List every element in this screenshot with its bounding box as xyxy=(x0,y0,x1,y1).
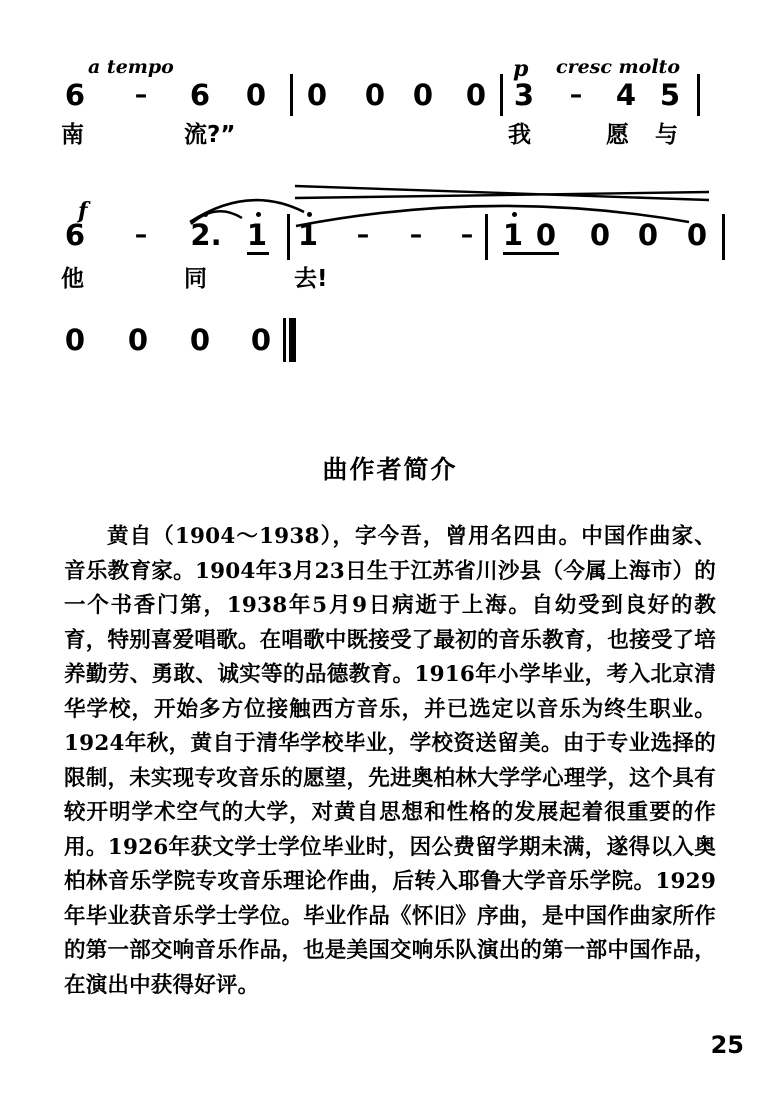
page-title: 曲作者简介 xyxy=(322,455,458,484)
note-1-4: 0 xyxy=(245,78,267,112)
note-1-10: – xyxy=(569,80,583,109)
note-1-7: 0 xyxy=(412,78,434,112)
music-score xyxy=(0,0,780,420)
lyric-1-3: 我 xyxy=(508,122,531,148)
barline-1-3 xyxy=(697,74,700,116)
barline-1-2 xyxy=(500,74,503,116)
note-2-1: 6 xyxy=(64,218,86,252)
note-2-9: 1 xyxy=(502,218,524,252)
note-2-2: – xyxy=(134,220,148,249)
barline-2-3 xyxy=(722,214,725,260)
octave-dot-2-4 xyxy=(256,212,261,217)
note-2-5: 1 xyxy=(297,218,319,252)
note-3-4: 0 xyxy=(250,323,272,357)
barline-1-1 xyxy=(290,74,293,116)
lyric-1-4: 愿 xyxy=(606,122,629,148)
lyric-2-3: 去! xyxy=(294,266,328,292)
octave-dot-2-5 xyxy=(307,212,312,217)
octave-dot-2-3 xyxy=(203,212,208,217)
note-1-8: 0 xyxy=(465,78,487,112)
note-2-3: 2. xyxy=(190,218,222,252)
lyric-1-2: 流?” xyxy=(184,122,236,148)
final-barline-thin xyxy=(283,318,286,362)
beam-2-4 xyxy=(247,252,269,255)
note-2-13: 0 xyxy=(686,218,708,252)
note-2-8: – xyxy=(460,220,474,249)
note-1-12: 5 xyxy=(659,78,681,112)
note-1-1: 6 xyxy=(64,78,86,112)
note-1-6: 0 xyxy=(364,78,386,112)
final-barline-thick xyxy=(289,318,296,362)
lyric-1-5: 与 xyxy=(655,122,678,148)
dynamic-marking-f: f xyxy=(78,198,88,224)
note-3-2: 0 xyxy=(127,323,149,357)
note-1-2: – xyxy=(134,80,148,109)
dynamic-marking-p: p xyxy=(513,56,529,82)
note-3-1: 0 xyxy=(64,323,86,357)
lyric-2-2: 同 xyxy=(184,266,207,292)
dynamic-marking-cresc-molto: cresc molto xyxy=(556,56,680,78)
note-1-11: 4 xyxy=(615,78,637,112)
lyric-2-1: 他 xyxy=(61,266,84,292)
note-2-10: 0 xyxy=(535,218,557,252)
lyric-1-1: 南 xyxy=(61,122,84,148)
barline-2-2 xyxy=(485,214,488,260)
note-3-3: 0 xyxy=(189,323,211,357)
note-2-12: 0 xyxy=(637,218,659,252)
score-system-1 xyxy=(0,0,780,148)
note-1-9: 3 xyxy=(513,78,535,112)
tempo-marking-a-tempo: a tempo xyxy=(88,56,174,78)
note-2-6: – xyxy=(356,220,370,249)
note-2-11: 0 xyxy=(589,218,611,252)
biography-paragraph: 黄自（1904～1938），字今吾，曾用名四由。中国作曲家、音乐教育家。1904年3月23日生于江苏省川沙县（今属上海市）的一个书香门第，1938年5月9日病逝于上海。自幼受到良好的教育，特别喜爱唱歌。在唱歌中既接受了最初的音乐教育，也接受了培养勤劳、勇敢、诚实等的品德教育。1916年小学毕业，考入北京清华学校，开始多方位接触西方音乐，并已选定以音乐为终生职业。1924年秋，黄自于清华学校毕业，学校资送留美。由于专业选择的限制，未实现专攻音乐的愿望，先进奥柏林大学学心理学，这个具有较开明学术空气的大学，对黄自思想和性格的发展起着很重要的作用。1926年获文学士学位毕业时，因公费留学期未满，遂得以入奥柏林音乐学院专攻音乐理论作曲，后转入耶鲁大学音乐学院。1929年毕业获音乐学士学位。毕业作品《怀旧》序曲，是中国作曲家所作的第一部交响音乐作品，也是美国交响乐队演出的第一部中国作品，在演出中获得好评。 xyxy=(64,524,716,998)
note-1-5: 0 xyxy=(306,78,328,112)
note-1-3: 6 xyxy=(189,78,211,112)
score-system-3 xyxy=(0,290,780,390)
note-2-7: – xyxy=(409,220,423,249)
barline-2-1 xyxy=(287,214,290,260)
page-number: 25 xyxy=(710,1031,744,1059)
score-system-2 xyxy=(0,140,780,290)
beam-2-9 xyxy=(503,252,559,255)
octave-dot-2-9 xyxy=(512,212,517,217)
note-2-4: 1 xyxy=(246,218,268,252)
